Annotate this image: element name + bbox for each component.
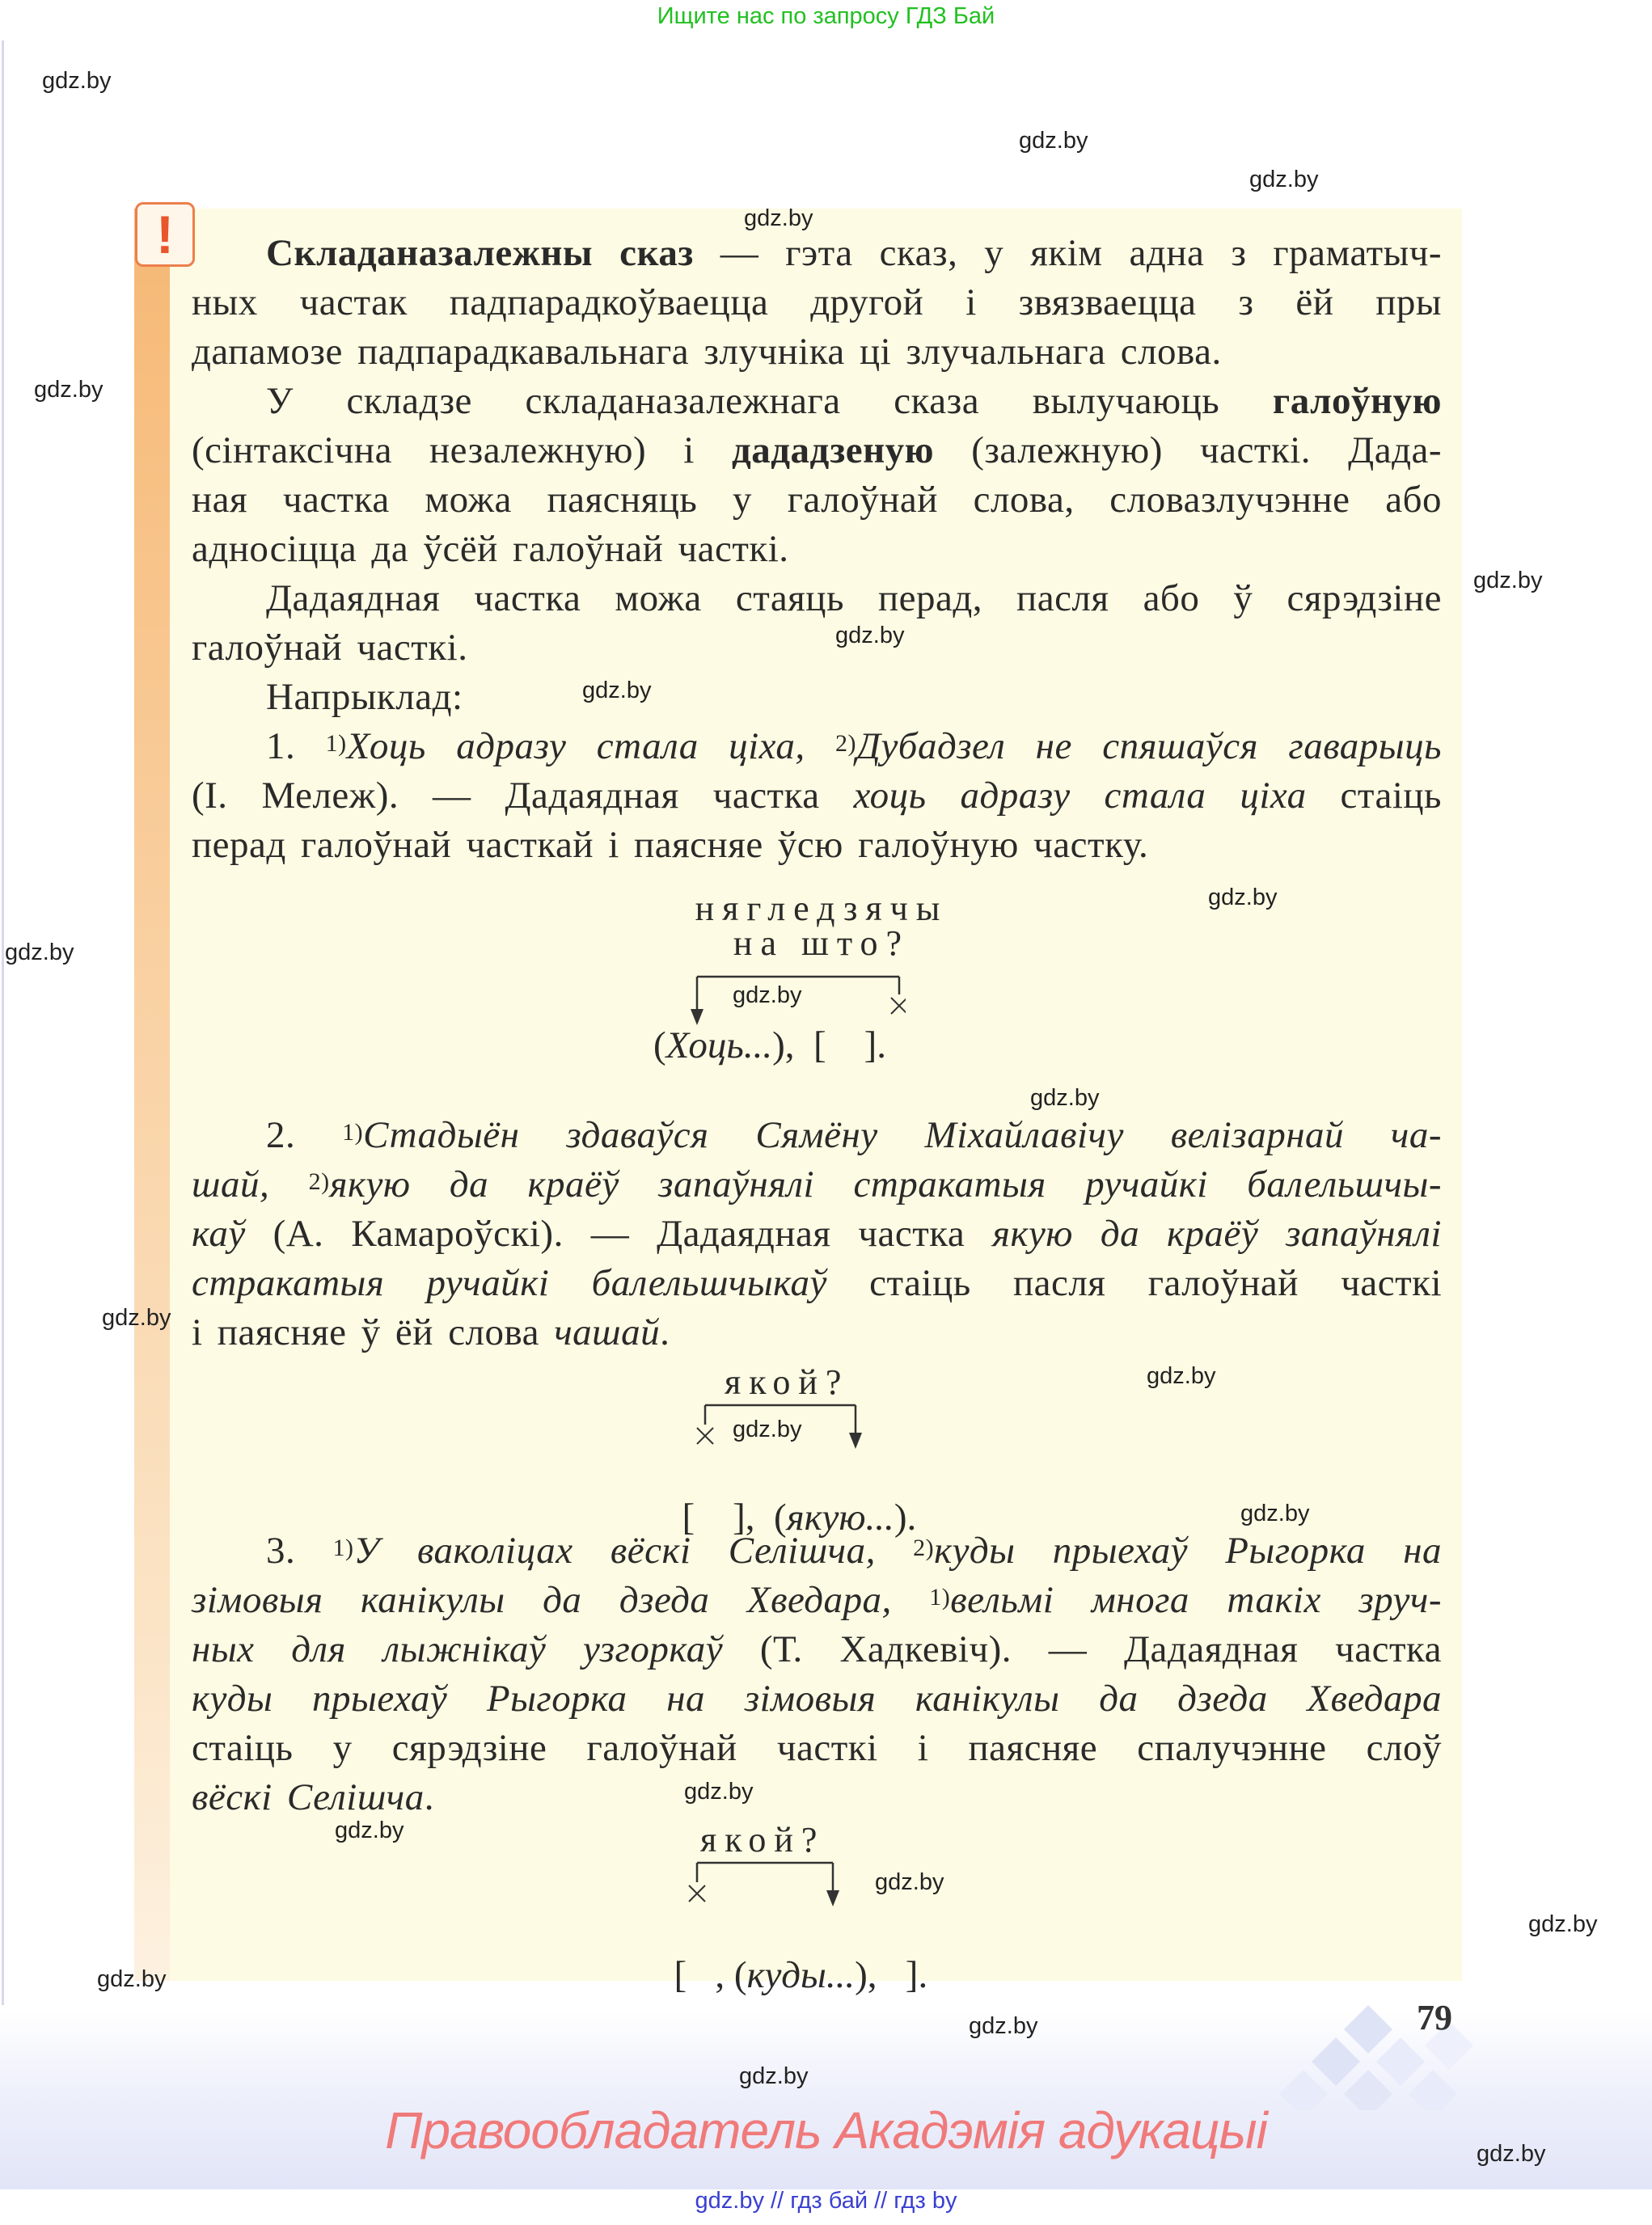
term-subordinate-part: дададзеную (731, 429, 935, 471)
rule-highlight-bar (134, 209, 170, 1981)
watermark: gdz.by (1477, 2141, 1546, 2167)
scheme-1-formula: (Хоць...), [ ]. (653, 1024, 887, 1066)
copyright-notice: Правообладатель Акадэмія адукацыі (385, 2101, 1267, 2160)
watermark: gdz.by (739, 2063, 809, 2089)
scheme-3-formula: [ , (куды...), ]. (674, 1954, 928, 1996)
term-complex-sentence: Складаназалежны сказ (266, 232, 694, 274)
watermark: gdz.by (1528, 1911, 1598, 1937)
diamond-pattern-icon (1255, 2005, 1498, 2110)
watermark: gdz.by (5, 939, 74, 965)
page-number: 79 (1417, 1998, 1452, 2037)
watermark: gdz.by (102, 1305, 171, 1331)
watermark: gdz.by (1240, 1501, 1310, 1526)
watermark: gdz.by (744, 205, 813, 231)
scheme-3-arrow (684, 1855, 846, 1911)
watermark: gdz.by (335, 1818, 404, 1843)
watermark: gdz.by (1473, 568, 1543, 593)
watermark: gdz.by (1019, 128, 1088, 154)
watermark: gdz.by (1030, 1085, 1100, 1111)
watermark: gdz.by (1147, 1363, 1216, 1389)
watermark: gdz.by (42, 68, 112, 94)
scheme-3-question: якой? (700, 1820, 826, 1860)
page-edge-rule (2, 40, 4, 2005)
scheme-2-question: якой? (725, 1362, 850, 1402)
watermark: gdz.by (684, 1779, 754, 1805)
watermark: gdz.by (97, 1966, 167, 1992)
watermark: gdz.by (1249, 167, 1319, 192)
watermark: gdz.by (1208, 885, 1278, 910)
example-3: 3. $^{1)}$У ваколіцах вёскі Селішча, $^{2)}$куды прыехаў Рыгорка на зімовыя канікулы да дзеда Хведара, $^{1)}$вельмі многа такіх зруч- ных для лыжнікаў узгоркаў (Т. Хадкевіч). — Дадаядная частка куды прыехаў Рыгорка на зімовыя канікулы да дзеда Хведара стаіць у сярэдзіне галоўнай часткі і паясняе спалучэнне слоў вёскі Селішча. (192, 1530, 1443, 1818)
watermark: gdz.by (733, 982, 802, 1008)
example-2: 2. $^{1)}$Стадыён здаваўся Сямёну Міхайлавічу велізарнай ча- шай, $^{2)}$якую да краёў запаўнялі стракатыя ручайкі балельшчы- каў (А. Камароўскі). — Дадаядная частка якую да краёў запаўнялі стракатыя ручайкі балельшчыкаў стаіць пасля галоўнай часткі і паясняе ў ёй слова чашай. (192, 1114, 1442, 1353)
watermark: gdz.by (875, 1869, 944, 1895)
rule-text: Складаназалежны сказ — гэта сказ, у якім адна з граматыч- ных частак падпарадкоўваецца другой і звязваецца з ёй пры дапамозе падпарадкавальнага злучніка ці злучальнага слова. У складзе складаназалежнага сказа вылучаюць галоўную (сінтаксічна незалежную) і дададзеную (залежную) часткі. Дада- ная частка можа паясняць у галоўнай слова, словазлучэнне або адносіцца да ўсёй галоўнай часткі. Дадаядная частка можа стаяць перад, пасля або ў сярэдзіне галоўнай часткі. Напрыклад: 1. $^{1)}$Хоць адразу стала ціха, $^{2)}$Дубадзел не спяшаўся гаварыць (І. Мележ). — Дадаядная частка хоць адразу стала ціха стаіць перад галоўнай часткай і паясняе ўсю галоўную частку. (192, 232, 1442, 866)
exclamation-icon: ! (135, 202, 195, 267)
watermark: gdz.by (969, 2013, 1038, 2039)
top-banner[interactable]: Ищите нас по запросу ГДЗ Бай (657, 3, 995, 29)
scheme-1: нягледзячы на што? (695, 889, 949, 963)
watermark: gdz.by (733, 1416, 802, 1442)
bottom-links[interactable]: gdz.by // гдз бай // гдз by (695, 2188, 957, 2214)
scheme-2-formula: [ ], (якую...). (682, 1497, 917, 1539)
example-1-line1: 1. $^{1)}$Хоць адразу стала ціха, $^{2)}$Дубадзел не спяшаўся гаварыць (266, 725, 1442, 767)
term-main-part: галоўную (1272, 380, 1442, 422)
watermark: gdz.by (34, 377, 104, 403)
watermark: gdz.by (835, 623, 905, 648)
example-intro: Напрыклад: (266, 676, 463, 718)
watermark: gdz.by (582, 678, 652, 703)
